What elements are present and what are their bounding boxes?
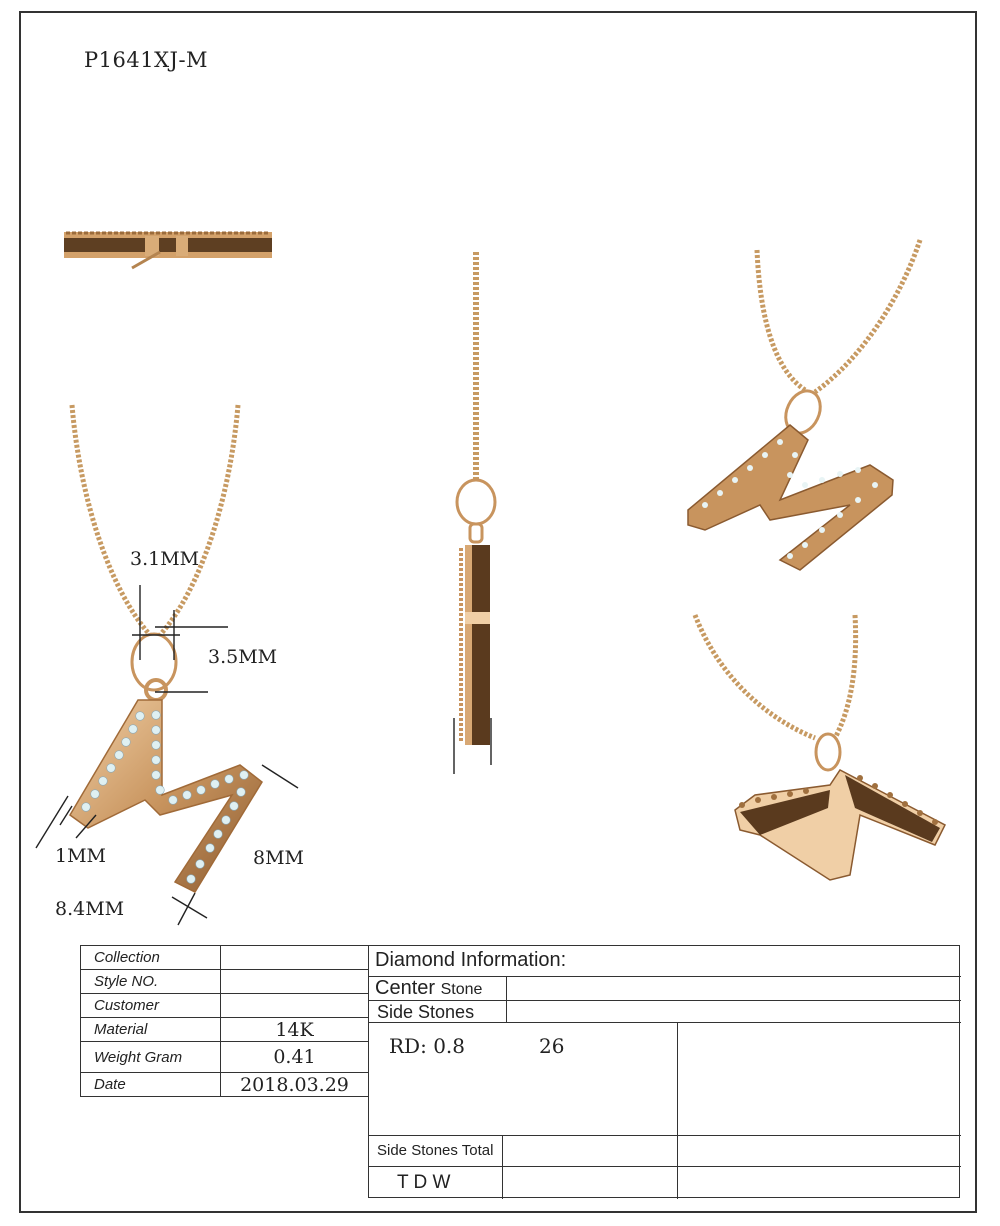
perspective-view-back <box>695 615 945 880</box>
weight-value: 0.41 <box>221 1042 369 1073</box>
dim-bail-height: 3.5MM <box>208 646 278 668</box>
style-no-label: Style NO. <box>81 970 221 994</box>
center-stone-label <box>375 977 482 1000</box>
row-customer <box>81 994 369 1018</box>
diamond-info-table <box>368 945 960 1198</box>
side-stones-label: Side Stones <box>377 1002 475 1022</box>
center-sub-label: Stone <box>440 981 483 998</box>
dim-bail-width: 3.1MM <box>130 548 200 570</box>
date-label: Date <box>81 1073 221 1097</box>
diamond-info-title: Diamond Information: <box>375 949 567 971</box>
side-view-pendant <box>454 252 495 774</box>
dim-letter-width: 8.4MM <box>55 898 125 920</box>
dim-thickness: 1MM <box>55 845 106 867</box>
center-label: Center <box>375 977 436 999</box>
row-style-no <box>81 970 369 994</box>
tdw-label: T D W <box>397 1172 451 1193</box>
row-date <box>81 1073 369 1097</box>
side-stones-total-label: Side Stones Total <box>377 1142 494 1159</box>
rd-count: 26 <box>539 1034 565 1058</box>
date-value: 2018.03.29 <box>221 1073 369 1097</box>
row-collection <box>81 946 369 970</box>
style-code: P1641XJ-M <box>84 48 209 72</box>
collection-value <box>221 946 369 970</box>
top-view <box>64 232 272 268</box>
customer-value <box>221 994 369 1018</box>
weight-label: Weight Gram <box>81 1042 221 1073</box>
spec-table <box>80 945 369 1097</box>
customer-label: Customer <box>81 994 221 1018</box>
row-material <box>81 1018 369 1042</box>
material-label: Material <box>81 1018 221 1042</box>
style-no-value <box>221 970 369 994</box>
dim-letter-side: 8MM <box>253 847 304 869</box>
row-weight <box>81 1042 369 1073</box>
material-value: 14K <box>221 1018 369 1042</box>
perspective-view-top <box>688 240 920 570</box>
collection-label: Collection <box>81 946 221 970</box>
rd-size: RD: 0.8 <box>389 1034 465 1058</box>
